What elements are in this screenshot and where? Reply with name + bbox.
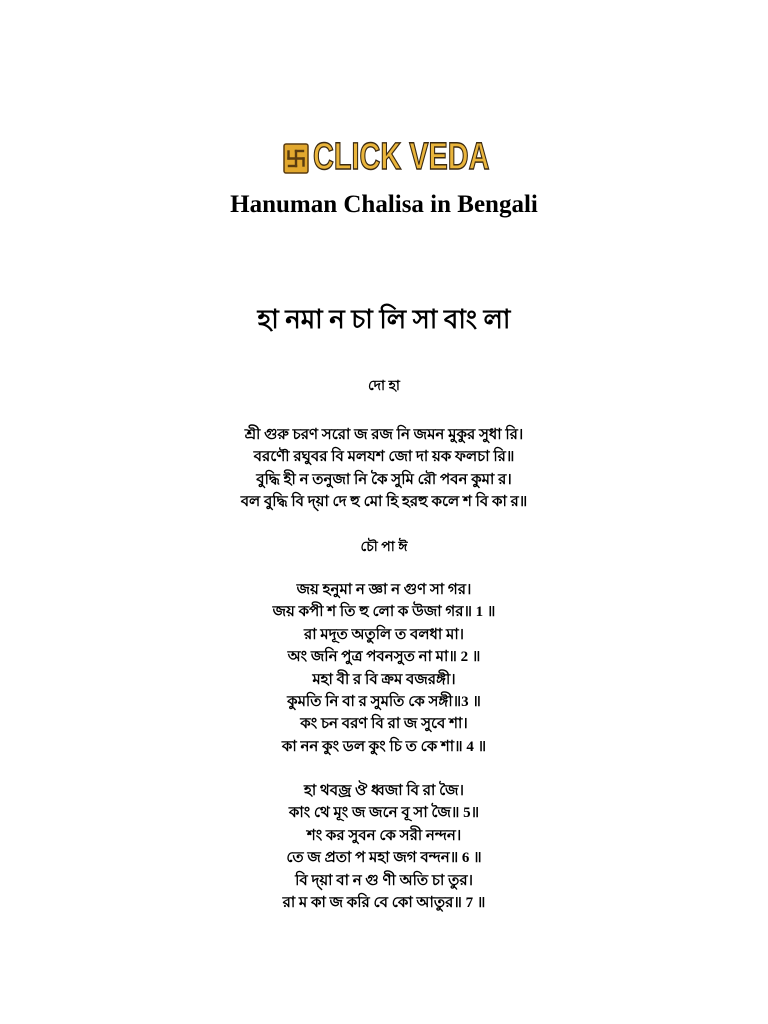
chaupai-line: কা নন কুং ডল কুং চি ত কে শা॥ 4 ॥ <box>281 738 487 755</box>
chaupai-line: মহা বী র বি ক্রম বজরঙ্গী। <box>312 671 456 688</box>
chaupai-line: জয় কপী শ তি হু লো ক উজা গর॥ 1 ॥ <box>272 604 496 621</box>
chaupai-line: জয় হনুমা ন জ্ঞা ন গুণ সা গর। <box>296 582 472 598</box>
chaupai-line: তে জ প্রতা প মহা জগ বন্দন॥ 6 ॥ <box>286 850 482 867</box>
bengali-heading: হা নমা ন চা লি সা বাং লা <box>257 305 511 334</box>
logo-wordmark: CLICK VEDA <box>313 136 490 178</box>
chaupai-line: কং চন বরণ বি রা জ সুবে শা। <box>300 716 468 733</box>
chaupai-line: শং কর সুবন কে সরী নন্দন। <box>306 827 462 844</box>
click-veda-logo <box>283 136 491 178</box>
doha-line: বুদ্ধি হী ন তনুজা নি কৈ সুমি রৌ পবন কুমা র। <box>256 471 512 488</box>
chaupai-line: হা থবজ্র ঔ ধ্বজা বি রা জৈ। <box>304 783 464 799</box>
doha-section-label: দো হা <box>367 379 400 394</box>
chaupai-line: কাং থে মূং জ জনে বূ সা জৈ॥ 5॥ <box>288 805 480 822</box>
doha-line: বরণৌ রঘুবর বি মলযশ জো দা য়ক ফলচা রি॥ <box>253 449 515 466</box>
doha-line: শ্রী গুরু চরণ সরো জ রজ নি জমন মুকুর সুধা রি। <box>244 427 524 443</box>
swastika-icon <box>283 143 309 174</box>
chaupai-stanza <box>0 780 768 914</box>
doha-verse-block <box>0 424 768 514</box>
chaupai-stanza <box>0 579 768 758</box>
chaupai-line: কুমতি নি বা র সুমতি কে সঙ্গী॥3 ॥ <box>287 694 481 711</box>
chaupai-line: অং জনি পুত্র পবনসুত না মা॥ 2 ॥ <box>287 649 481 666</box>
chaupai-line: বি দ্য়া বা ন গু ণী অতি চা তুর। <box>295 872 473 889</box>
chaupai-line: রা ম কা জ করি বে কো আতুর॥ 7 ॥ <box>282 895 486 912</box>
chaupai-section-label: চৌ পা ঈ <box>360 540 408 555</box>
chaupai-line: রা মদূত অতুলি ত বলধা মা। <box>303 626 465 643</box>
doha-line: বল বুদ্ধি বি দ্য়া দে হু মো হি হরহু কলে শ বি কা র॥ <box>240 494 528 511</box>
page-title: Hanuman Chalisa in Bengali <box>230 191 538 218</box>
